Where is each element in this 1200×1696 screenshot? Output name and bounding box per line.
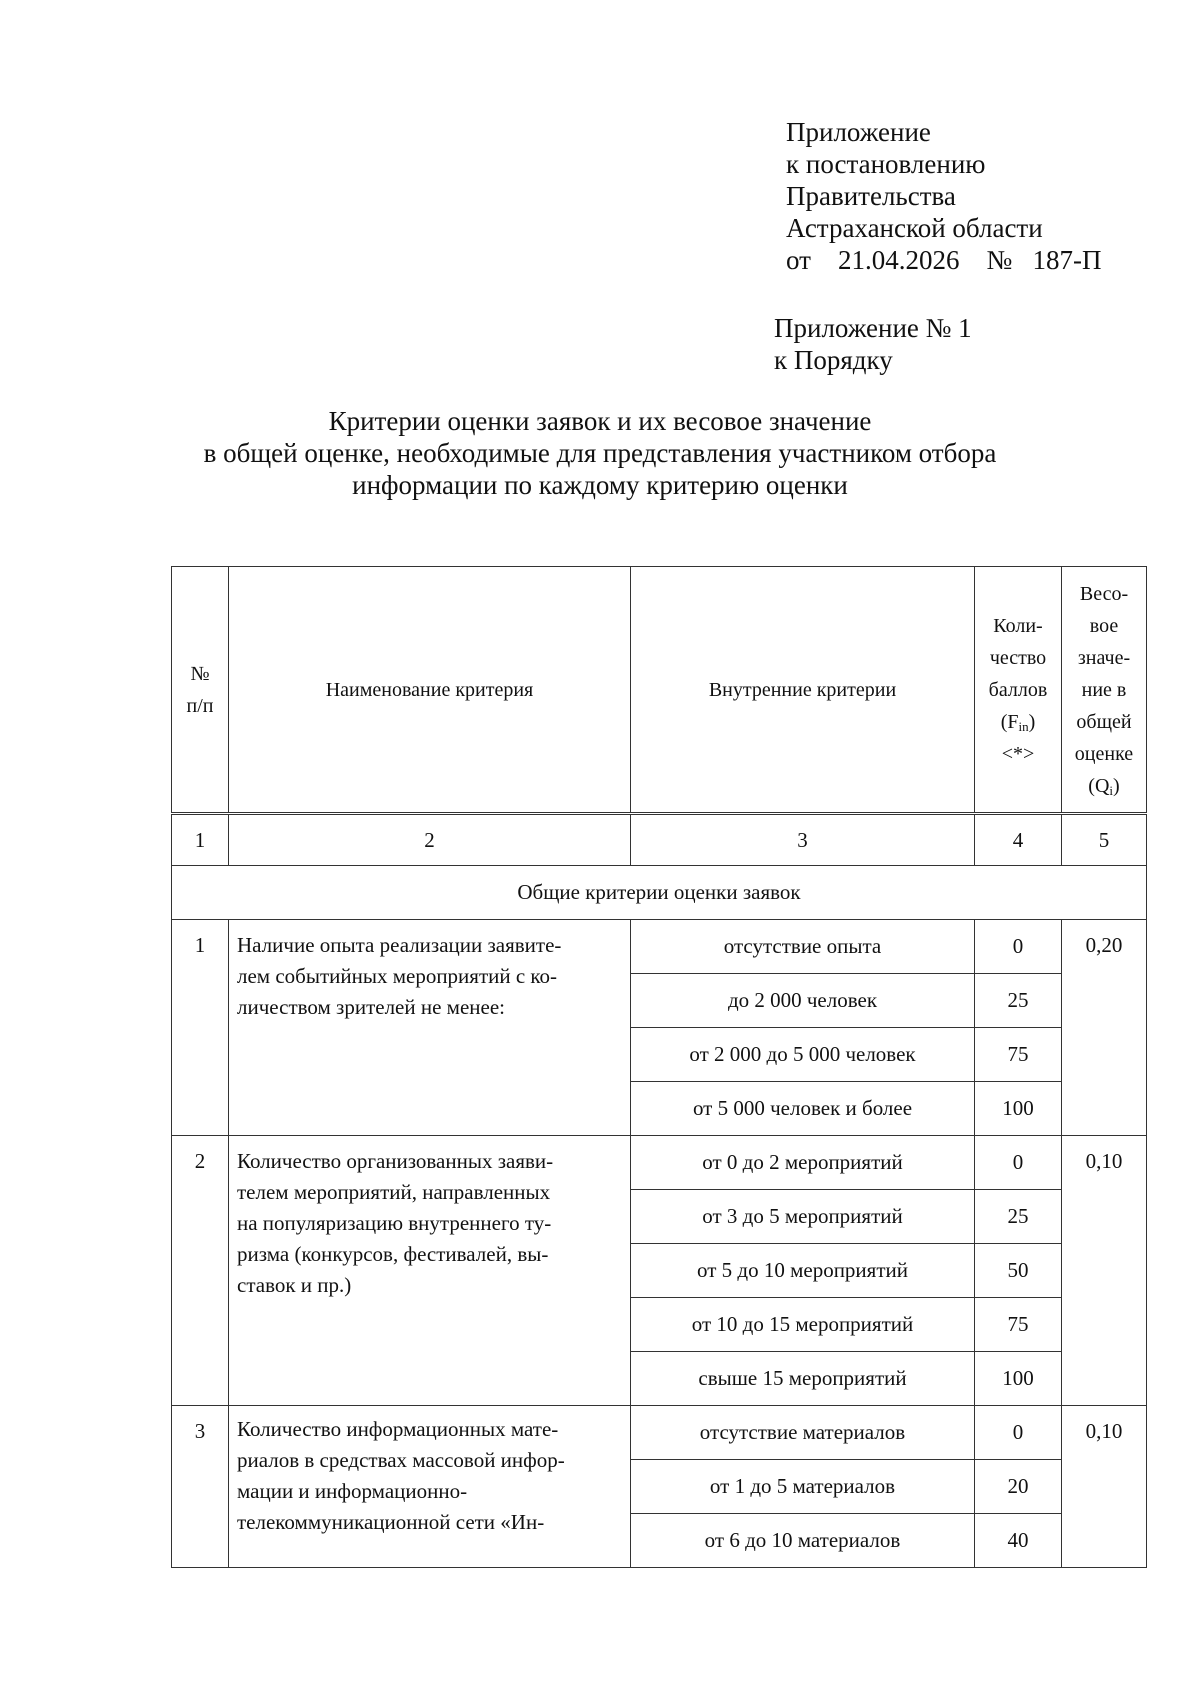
sub-criterion: от 1 до 5 материалов bbox=[631, 1460, 975, 1514]
score-value: 40 bbox=[975, 1514, 1062, 1568]
score-value: 75 bbox=[975, 1028, 1062, 1082]
decree-date-number: от 21.04.2026 № 187-П bbox=[786, 245, 1102, 275]
column-number: 3 bbox=[631, 814, 975, 866]
sub-criterion: от 2 000 до 5 000 человек bbox=[631, 1028, 975, 1082]
document-title bbox=[0, 405, 1200, 501]
column-number-row bbox=[172, 814, 1147, 866]
header-internal-criteria: Внутренние критерии bbox=[631, 567, 975, 814]
header-number: № п/п bbox=[172, 567, 229, 814]
weight-value: 0,10 bbox=[1062, 1406, 1147, 1568]
section-title: Общие критерии оценки заявок bbox=[172, 866, 1147, 920]
criterion-name: Количество организованных заяви- телем мероприятий, направленных на популяризацию внутреннего ту- ризма (конкурсов, фестивалей, вы- ставок и пр.) bbox=[229, 1136, 631, 1406]
table-row bbox=[172, 1136, 1147, 1190]
column-number: 4 bbox=[975, 814, 1062, 866]
score-value: 25 bbox=[975, 974, 1062, 1028]
score-value: 0 bbox=[975, 1406, 1062, 1460]
criterion-number: 2 bbox=[172, 1136, 229, 1406]
decree-line: к постановлению bbox=[786, 149, 986, 179]
annex-line: Приложение № 1 bbox=[774, 313, 972, 343]
criterion-number: 3 bbox=[172, 1406, 229, 1568]
sub-criterion: свыше 15 мероприятий bbox=[631, 1352, 975, 1406]
criterion-name: Количество информационных мате- риалов в средствах массовой инфор- мации и информационно- телекоммуникационной сети «Ин- bbox=[229, 1406, 631, 1568]
sub-criterion: от 5 до 10 мероприятий bbox=[631, 1244, 975, 1298]
weight-value: 0,20 bbox=[1062, 920, 1147, 1136]
decree-line: Астраханской области bbox=[786, 213, 1043, 243]
column-number: 1 bbox=[172, 814, 229, 866]
sub-criterion: отсутствие опыта bbox=[631, 920, 975, 974]
score-value: 75 bbox=[975, 1298, 1062, 1352]
annex-reference bbox=[774, 312, 972, 376]
weight-value: 0,10 bbox=[1062, 1136, 1147, 1406]
score-value: 100 bbox=[975, 1082, 1062, 1136]
title-line: информации по каждому критерию оценки bbox=[352, 470, 848, 500]
column-number: 5 bbox=[1062, 814, 1147, 866]
title-line: в общей оценке, необходимые для представления участником отбора bbox=[203, 438, 997, 468]
sub-criterion: до 2 000 человек bbox=[631, 974, 975, 1028]
criteria-table bbox=[171, 566, 1147, 1568]
score-value: 100 bbox=[975, 1352, 1062, 1406]
header-criterion-name: Наименование критерия bbox=[229, 567, 631, 814]
sub-criterion: от 3 до 5 мероприятий bbox=[631, 1190, 975, 1244]
header-weight: Весо- вое значе- ние в общей оценке $(Q_i)$ bbox=[1062, 567, 1147, 814]
decree-reference bbox=[786, 116, 1101, 276]
sub-criterion: от 0 до 2 мероприятий bbox=[631, 1136, 975, 1190]
decree-line: Правительства bbox=[786, 181, 956, 211]
table-row bbox=[172, 920, 1147, 974]
annex-line: к Порядку bbox=[774, 345, 893, 375]
section-row bbox=[172, 866, 1147, 920]
criterion-number: 1 bbox=[172, 920, 229, 1136]
score-value: 0 bbox=[975, 920, 1062, 974]
sub-criterion: от 10 до 15 мероприятий bbox=[631, 1298, 975, 1352]
table-row bbox=[172, 1406, 1147, 1460]
column-number: 2 bbox=[229, 814, 631, 866]
header-score: Коли- чество баллов $(F_{in})$ <*> bbox=[975, 567, 1062, 814]
score-value: 25 bbox=[975, 1190, 1062, 1244]
score-value: 0 bbox=[975, 1136, 1062, 1190]
criterion-name: Наличие опыта реализации заявите- лем событийных мероприятий с ко- личеством зрителей не менее: bbox=[229, 920, 631, 1136]
decree-line: Приложение bbox=[786, 117, 931, 147]
score-value: 20 bbox=[975, 1460, 1062, 1514]
sub-criterion: от 6 до 10 материалов bbox=[631, 1514, 975, 1568]
sub-criterion: отсутствие материалов bbox=[631, 1406, 975, 1460]
sub-criterion: от 5 000 человек и более bbox=[631, 1082, 975, 1136]
score-value: 50 bbox=[975, 1244, 1062, 1298]
title-line: Критерии оценки заявок и их весовое значение bbox=[328, 406, 872, 436]
header-row bbox=[172, 567, 1147, 814]
